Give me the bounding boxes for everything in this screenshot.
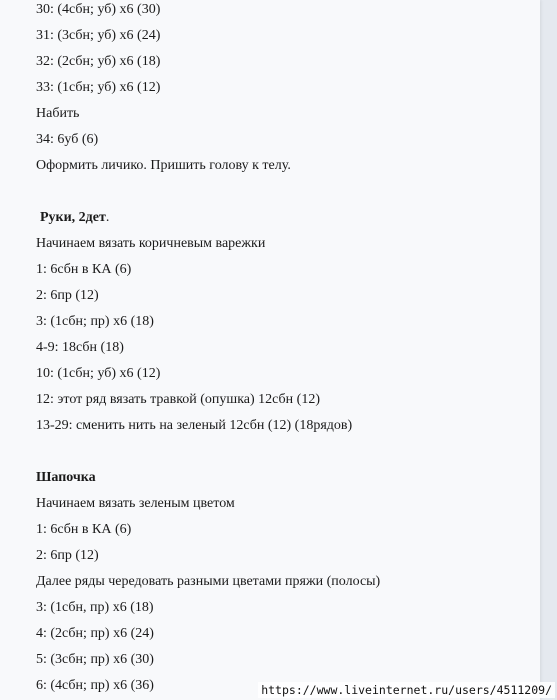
text-line: 33: (1сбн; уб) х6 (12)	[36, 80, 161, 95]
text-line: Начинаем вязать зеленым цветом	[36, 496, 235, 511]
text-line: 34: 6уб (6)	[36, 132, 99, 147]
document-content	[36, 0, 530, 699]
text-line: Оформить личико. Пришить голову к телу.	[36, 158, 291, 173]
text-line: 5: (3сбн; пр) х6 (30)	[36, 652, 154, 667]
text-line: Набить	[36, 106, 80, 121]
text-line: Далее ряды чередовать разными цветами пряжи (полосы)	[36, 574, 381, 589]
text-line: 1: 6сбн в КА (6)	[36, 262, 132, 277]
text-line: 3: (1сбн, пр) х6 (18)	[36, 600, 154, 615]
text-line: 30: (4сбн; уб) х6 (30)	[36, 2, 161, 17]
section-heading-hat: Шапочка	[36, 470, 96, 485]
spacer	[36, 439, 530, 465]
text-line: 2: 6пр (12)	[36, 288, 99, 303]
heading-bold-text: Руки, 2дет	[40, 210, 106, 225]
text-line: 2: 6пр (12)	[36, 548, 99, 563]
text-line: Начинаем вязать коричневым варежки	[36, 236, 266, 251]
text-line: 3: (1сбн; пр) х6 (18)	[36, 314, 154, 329]
heading-rest-text: .	[105, 210, 110, 225]
section-heading-arms	[36, 205, 530, 231]
text-line: 13-29: сменить нить на зеленый 12сбн (12) (18рядов)	[36, 418, 353, 433]
text-line: 32: (2сбн; уб) х6 (18)	[36, 54, 161, 69]
text-line: 10: (1сбн; уб) х6 (12)	[36, 366, 161, 381]
text-line: 6: (4сбн; пр) х6 (36)	[36, 678, 154, 693]
text-line: 1: 6сбн в КА (6)	[36, 522, 132, 537]
spacer	[36, 179, 530, 205]
source-watermark: https://www.liveinternet.ru/users/4511209/	[258, 682, 555, 698]
text-line: 4: (2сбн; пр) х6 (24)	[36, 626, 154, 641]
text-line: 31: (3сбн; уб) х6 (24)	[36, 28, 161, 43]
text-line: 12: этот ряд вязать травкой (опушка) 12сбн (12)	[36, 392, 320, 407]
text-line: 4-9: 18сбн (18)	[36, 340, 124, 355]
